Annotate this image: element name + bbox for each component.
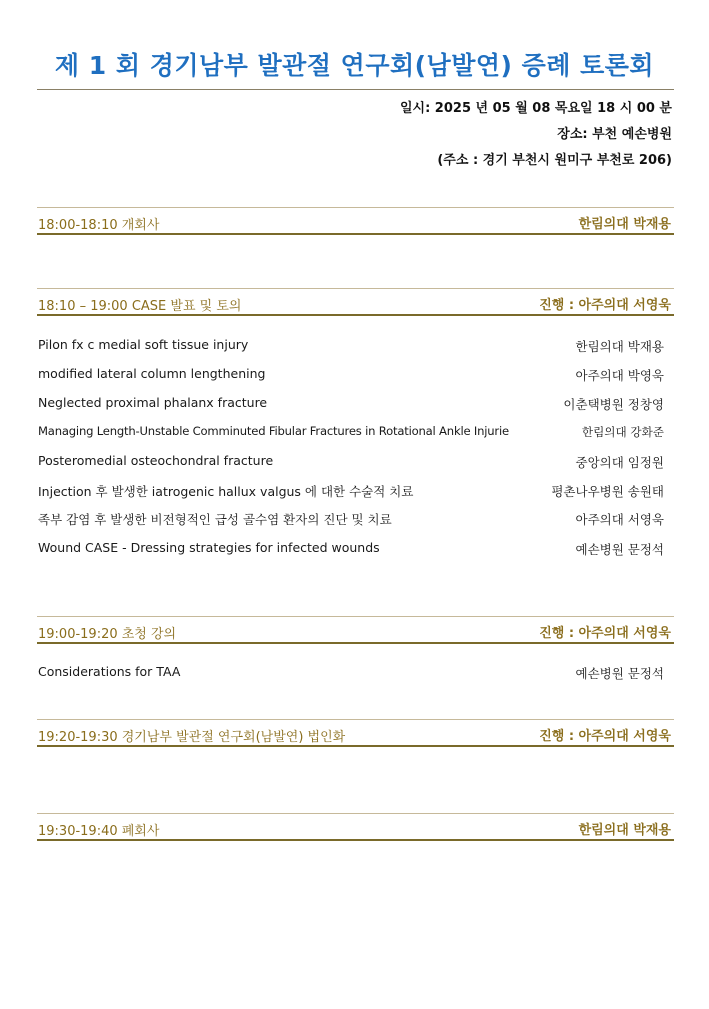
section-opening (37, 207, 674, 235)
program-row (37, 424, 664, 442)
program-topic: modified lateral column lengthening (38, 366, 266, 381)
section-time: 18:00-18:10 개회사 (38, 218, 160, 233)
section-time: 19:30-19:40 폐회사 (38, 824, 160, 839)
program-topic: Considerations for TAA (38, 664, 181, 679)
program-row (37, 337, 664, 355)
program-row (37, 540, 664, 558)
section-moderator: 한림의대 박재용 (578, 823, 671, 838)
program-topic: Neglected proximal phalanx fracture (38, 395, 268, 410)
program-speaker: 평촌나우병원 송원태 (551, 484, 664, 499)
program-row (37, 664, 664, 682)
section-closing (37, 813, 674, 841)
program-topic: Wound CASE - Dressing strategies for infected wounds (38, 540, 380, 555)
program-speaker: 중앙의대 임정원 (575, 455, 664, 470)
section-moderator: 진행 : 아주의대 서영욱 (539, 729, 671, 744)
section-moderator: 진행 : 아주의대 서영욱 (539, 298, 671, 313)
section-moderator: 한림의대 박재용 (578, 217, 671, 232)
section-case-presentation (37, 288, 674, 316)
program-speaker: 아주의대 박영욱 (575, 368, 664, 383)
program-topic: Injection 후 발생한 iatrogenic hallux valgus 에 대한 수술적 치료 (38, 484, 414, 499)
program-speaker: 한림의대 박재용 (575, 339, 664, 354)
program-row (37, 482, 664, 500)
program-topic: Managing Length-Unstable Comminuted Fibular Fractures in Rotational Ankle Injurie (38, 424, 509, 438)
program-row (37, 395, 664, 413)
event-place: 장소: 부천 예손병원 (557, 127, 672, 142)
section-time: 18:10 – 19:00 CASE 발표 및 토의 (38, 299, 242, 314)
program-speaker: 이춘택병원 정창영 (563, 397, 664, 412)
page-title: 제 1 회 경기남부 발관절 연구회(남발연) 증례 토론회 (54, 51, 655, 80)
section-time: 19:00-19:20 초청 강의 (38, 627, 177, 642)
event-date: 일시: 2025 년 05 월 08 목요일 18 시 00 분 (399, 101, 672, 116)
section-moderator: 진행 : 아주의대 서영욱 (539, 626, 671, 641)
program-topic: 족부 감염 후 발생한 비전형적인 급성 골수염 환자의 진단 및 치료 (38, 512, 392, 527)
section-time: 19:20-19:30 경기남부 발관절 연구회(남발연) 법인화 (38, 730, 346, 745)
program-speaker: 아주의대 서영욱 (575, 512, 664, 527)
program-speaker: 한림의대 강화준 (581, 425, 664, 439)
program-row (37, 510, 664, 528)
event-address: (주소 : 경기 부천시 원미구 부천로 206) (437, 153, 672, 168)
section-incorporation (37, 719, 674, 747)
program-row (37, 366, 664, 384)
section-invited-lecture (37, 616, 674, 644)
program-speaker: 예손병원 문정석 (575, 542, 664, 557)
program-topic: Posteromedial osteochondral fracture (38, 453, 274, 468)
program-speaker: 예손병원 문정석 (575, 666, 664, 681)
program-row (37, 453, 664, 471)
title-divider (37, 89, 674, 90)
program-topic: Pilon fx c medial soft tissue injury (38, 337, 249, 352)
